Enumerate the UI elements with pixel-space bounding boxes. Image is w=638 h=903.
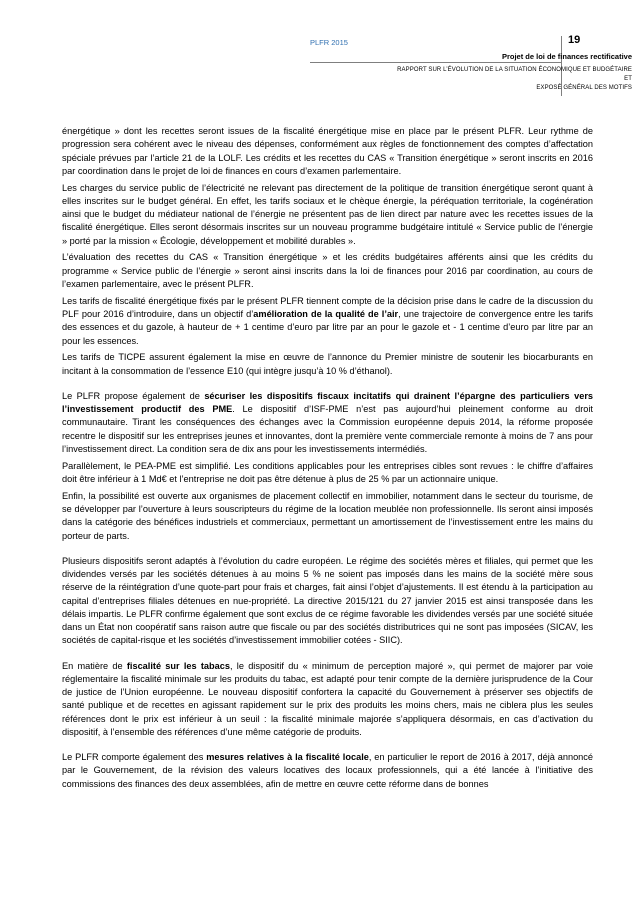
paragraph-text: En matière de — [62, 660, 127, 671]
paragraph — [62, 295, 593, 348]
paragraph-bold-text: mesures relatives à la fiscalité locale — [206, 752, 369, 763]
paragraph — [62, 390, 593, 456]
header-plfr-label: PLFR 2015 — [310, 38, 348, 47]
document-body — [62, 125, 593, 794]
paragraph-bold-text: sécuriser les dispositifs fiscaux incitatifs qui drainent l’épargne des particuliers vers l’investissement productif des PME — [62, 390, 593, 415]
paragraph-text: Le PLFR comporte également des — [62, 752, 207, 763]
paragraph-text: . Le dispositif d’ISF-PME n’est pas aujourd’hui pleinement conforme au droit communautaire. Tirant les conséquences des échanges avec la Commission européenne depuis 2014, la réforme proposée recentre le dispositif sur les entreprises jeunes et innovantes, dont la première vente commerciale remonte à moins de 7 ans pour l’investissement direct. La condition sera de dix ans pour les investissements intermédiés. — [62, 404, 593, 454]
header-title: Projet de loi de finances rectificative — [501, 52, 632, 61]
page-header — [0, 0, 638, 90]
paragraph — [62, 751, 593, 791]
paragraph: Enfin, la possibilité est ouverte aux organismes de placement collectif en immobilier, notamment dans le secteur du tourisme, de se développer par l’ouverture à leurs souscripteurs du régime de la location meublée non professionnelle. Ils seront ainsi imposés dans la catégorie des bénéfices industriels et commerciaux, permettant un amortissement de l’investissement entre les mains du porteur de parts. — [62, 490, 593, 541]
paragraph: Plusieurs dispositifs seront adaptés à l’évolution du cadre européen. Le régime des sociétés mères et filiales, qui permet que les dividendes versés par les sociétés détenues à au moins 5 % ne soient pas imposés dans les mains de la société mère sous réserve de la réintégration d’une quote-part pour frais et charges, fait ainsi l’objet d’ajustements. Il est étendu à la participation au capital d’entreprises filiales détenues en nue-propriété. La directive 2015/121 du 27 janvier 2015 est ainsi transposée dans les délais impartis. Le PLFR confirme également que sont exclus de ce régime favorable les dividendes versés par une société située dans un État non coopératif sans raison autre que fiscale ou par des sociétés distributrices qui ne sont pas imposées (SICAV, les sociétés de capital-risque et les sociétés d’investissement immobilier cotées - SIIC). — [62, 555, 593, 646]
paragraph-text: , le dispositif du « minimum de perception majoré », qui permet de majorer par voie réglementaire la fiscalité minimale sur les produits du tabac, est adapté pour tenir compte de la dernière jurisprudence de la Cour de justice de l’Union européenne. Le nouveau dispositif confortera la capacité du Gouvernement à préserver ses objectifs de santé publique et de recettes en agissant rapidement sur le prix des produits les moins chers, mais ne ciblera plus les seules références dont le prix est inférieur à un seuil : la fiscalité minimale majorée s’appliquera désormais, en cas d’activation du dispositif, à l’ensemble des références d’une même catégorie de produits. — [62, 660, 593, 737]
paragraph: Les charges du service public de l’électricité ne relevant pas directement de la politique de transition énergétique seront quant à elles inscrites sur le budget général. En effet, les tarifs sociaux et le chèque énergie, la péréquation territoriale, la cogénération ainsi que le budget du médiateur national de l’énergie ne présentent pas de lien direct par nature avec les recettes issues de la fiscalité énergétique. Elles seront désormais inscrites sur un nouveau programme budgétaire intitulé « Service public de l’énergie » porté par la mission « Écologie, développement et mobilité durables ». — [62, 182, 593, 246]
header-subtitle-line1: RAPPORT SUR L’ÉVOLUTION DE LA SITUATION ÉCONOMIQUE ET BUDGÉTAIRE ET — [397, 67, 632, 82]
paragraph: Les tarifs de TICPE assurent également la mise en œuvre de l’annonce du Premier ministre de soutenir les biocarburants en incitant à la consommation de l’essence E10 (qui intègre jusqu’à 10 % d’éthanol). — [62, 352, 593, 376]
paragraph-bold-text: fiscalité sur les tabacs — [126, 660, 230, 671]
paragraph: L’évaluation des recettes du CAS « Transition énergétique » et les crédits budgétaires afférents ainsi que les crédits du programme « Service public de l’énergie » seront ainsi inscrits dans la loi de finances pour 2016 par coordination, au cours de l’examen parlementaire, avec le présent PLFR. — [62, 252, 593, 289]
paragraph — [62, 660, 593, 740]
paragraph-text: , en particulier le report de 2016 à 2017, déjà annoncé par le Gouvernement, de la révision des valeurs locatives des locaux professionnels, qui a été lancée à l’initiative des commissions des finances des deux assemblées, afin de mettre en œuvre cette réforme dans de bonnes — [62, 752, 593, 789]
paragraph-text: Les tarifs de fiscalité énergétique fixés par le présent PLFR tiennent compte de la décision prise dans le cadre de la discussion du PLF pour 2016 d’introduire, dans un objectif d’ — [62, 295, 593, 320]
page-number: 19 — [568, 34, 581, 46]
header-subtitle-line2: EXPOSÉ GÉNÉRAL DES MOTIFS — [536, 85, 632, 91]
paragraph: énergétique » dont les recettes seront issues de la fiscalité énergétique mise en place par le présent PLFR. Leur rythme de progression sera cohérent avec le niveau des dépenses, conformément aux règles de fonctionnement des comptes d’affectation spéciale prévues par l’article 21 de la LOLF. Les crédits et les recettes du CAS « Transition énergétique » seront inscrits en 2016 par coordination dans le projet de loi de finances en cours d’examen parlementaire. — [62, 126, 593, 176]
paragraph: Parallèlement, le PEA-PME est simplifié. Les conditions applicables pour les entreprises cibles sont revues : le chiffre d’affaires doit être inférieur à 1 Md€ et l’entreprise ne doit pas être détenue à plus de 25 % par un actionnaire unique. — [62, 460, 593, 484]
paragraph-bold-text: amélioration de la qualité de l’air — [253, 309, 399, 320]
header-divider — [310, 62, 562, 63]
paragraph-text: Le PLFR propose également de — [62, 390, 205, 401]
header-subtitle — [392, 66, 632, 93]
paragraph-text: , une trajectoire de convergence entre les tarifs des essences et du gazole, à hauteur de + 1 centime d’euro par litre par an pour le gazole et - 1 centime d’euro par litre par an pour les essences. — [62, 309, 593, 346]
